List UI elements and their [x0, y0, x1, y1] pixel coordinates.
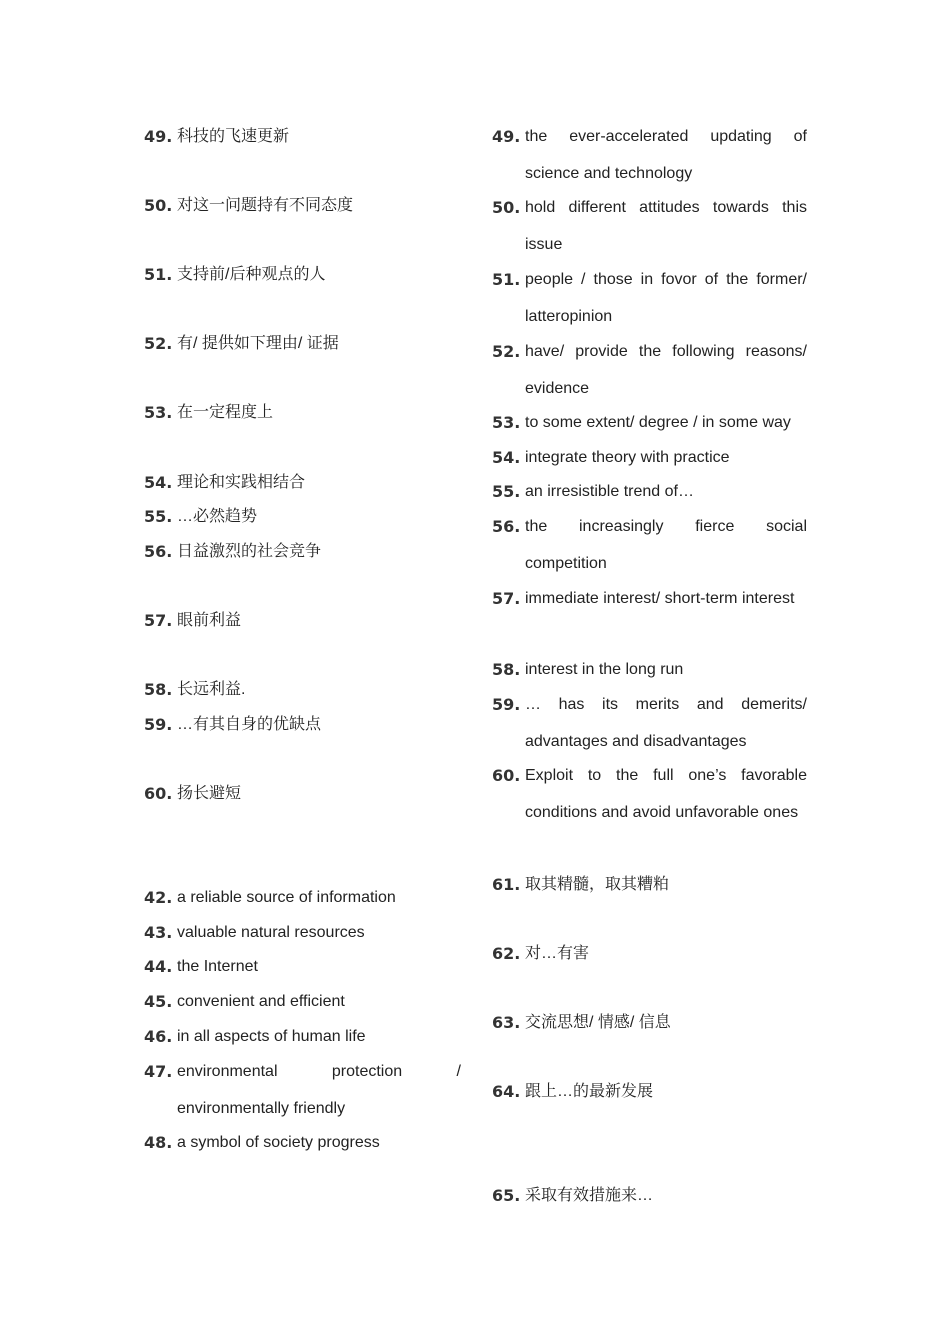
- right-entry-59: [492, 686, 807, 760]
- entry-number: 63.: [492, 1013, 521, 1032]
- entry-number: 51.: [492, 270, 521, 289]
- entry-text: 长远利益.: [177, 681, 246, 698]
- left-entry-57: [144, 602, 464, 639]
- entry-number: 46.: [144, 1027, 173, 1046]
- left-entry-58: [144, 671, 464, 708]
- entry-number: 56.: [492, 517, 521, 536]
- right-entry-62: [492, 935, 822, 972]
- entry-text: 科技的飞速更新: [177, 128, 290, 145]
- entry-text: a symbol of society progress: [177, 1134, 380, 1151]
- entry-number: 59.: [144, 715, 173, 734]
- entry-number: 57.: [144, 611, 173, 630]
- entry-text: 在一定程度上: [177, 404, 274, 421]
- entry-number: 53.: [492, 413, 521, 432]
- entry-number: 47.: [144, 1062, 173, 1081]
- entry-text: people / those in fovor of the former/ latteropinion: [525, 271, 807, 325]
- entry-text: convenient and efficient: [177, 993, 345, 1010]
- entry-text: integrate theory with practice: [525, 449, 730, 466]
- entry-text: the increasingly fierce social competition: [525, 518, 807, 572]
- entry-text: 跟上…的最新发展: [525, 1083, 654, 1100]
- entry-number: 51.: [144, 265, 173, 284]
- entry-number: 60.: [144, 784, 173, 803]
- right-entry-65: [492, 1177, 822, 1214]
- entry-number: 49.: [144, 127, 173, 146]
- entry-number: 49.: [492, 127, 521, 146]
- entry-number: 65.: [492, 1186, 521, 1205]
- entry-number: 58.: [492, 660, 521, 679]
- entry-text: valuable natural resources: [177, 924, 365, 941]
- left-entry-43: [144, 914, 464, 951]
- left-entry-49: [144, 118, 464, 155]
- left-entry-44: [144, 948, 464, 985]
- right-entry-49: [492, 118, 807, 192]
- entry-number: 44.: [144, 957, 173, 976]
- entry-number: 45.: [144, 992, 173, 1011]
- entry-text: 取其精髓，取其糟粕: [525, 876, 670, 893]
- entry-text: environmental protection / environmentally friendly: [177, 1063, 461, 1117]
- right-entry-61: [492, 866, 822, 903]
- left-entry-50: [144, 187, 464, 224]
- entry-text: Exploit to the full one’s favorable conditions and avoid unfavorable ones: [525, 767, 807, 821]
- left-entry-51: [144, 256, 464, 293]
- right-entry-51: [492, 261, 807, 335]
- right-entry-55: [492, 473, 822, 510]
- entry-text: 采取有效措施来…: [525, 1187, 654, 1204]
- right-entry-63: [492, 1004, 822, 1041]
- left-entry-45: [144, 983, 464, 1020]
- right-entry-64: [492, 1073, 822, 1110]
- right-entry-58: [492, 651, 822, 688]
- left-entry-53: [144, 394, 464, 431]
- left-entry-54: [144, 464, 464, 501]
- right-entry-54: [492, 439, 822, 476]
- entry-number: 62.: [492, 944, 521, 963]
- entry-text: the Internet: [177, 958, 258, 975]
- entry-number: 59.: [492, 695, 521, 714]
- entry-number: 52.: [144, 334, 173, 353]
- entry-number: 64.: [492, 1082, 521, 1101]
- entry-number: 50.: [144, 196, 173, 215]
- entry-text: a reliable source of information: [177, 889, 396, 906]
- entry-number: 55.: [492, 482, 521, 501]
- left-entry-52: [144, 325, 464, 362]
- entry-number: 56.: [144, 542, 173, 561]
- entry-text: 眼前利益: [177, 612, 242, 629]
- entry-text: …必然趋势: [177, 508, 258, 525]
- entry-number: 58.: [144, 680, 173, 699]
- entry-text: the ever-accelerated updating of science and technology: [525, 128, 807, 182]
- entry-number: 61.: [492, 875, 521, 894]
- entry-number: 42.: [144, 888, 173, 907]
- left-entry-48: [144, 1124, 464, 1161]
- entry-text: to some extent/ degree / in some way: [525, 414, 791, 431]
- left-entry-42: [144, 879, 464, 916]
- right-entry-53: [492, 404, 822, 441]
- entry-number: 54.: [144, 473, 173, 492]
- right-entry-50: [492, 189, 807, 263]
- entry-text: 对这一问题持有不同态度: [177, 197, 354, 214]
- entry-number: 54.: [492, 448, 521, 467]
- entry-number: 60.: [492, 766, 521, 785]
- right-entry-56: [492, 508, 807, 582]
- entry-text: 对…有害: [525, 945, 590, 962]
- left-entry-47: [144, 1053, 461, 1127]
- left-entry-55: [144, 498, 464, 535]
- entry-text: 交流思想/ 情感/ 信息: [525, 1014, 671, 1031]
- entry-number: 55.: [144, 507, 173, 526]
- entry-text: 扬长避短: [177, 785, 242, 802]
- entry-text: 日益激烈的社会竞争: [177, 543, 322, 560]
- entry-text: in all aspects of human life: [177, 1028, 366, 1045]
- entry-text: …有其自身的优缺点: [177, 716, 322, 733]
- entry-number: 53.: [144, 403, 173, 422]
- entry-text: 理论和实践相结合: [177, 474, 306, 491]
- entry-number: 48.: [144, 1133, 173, 1152]
- entry-number: 52.: [492, 342, 521, 361]
- entry-text: 支持前/后种观点的人: [177, 266, 326, 283]
- left-entry-60: [144, 775, 464, 812]
- entry-text: an irresistible trend of…: [525, 483, 694, 500]
- right-entry-52: [492, 333, 807, 407]
- entry-text: interest in the long run: [525, 661, 684, 678]
- left-entry-46: [144, 1018, 464, 1055]
- entry-text: have/ provide the following reasons/ evidence: [525, 343, 807, 397]
- right-entry-57: [492, 580, 807, 617]
- entry-number: 57.: [492, 589, 521, 608]
- entry-text: hold different attitudes towards this issue: [525, 199, 807, 253]
- entry-text: … has its merits and demerits/ advantages and disadvantages: [525, 696, 807, 750]
- right-entry-60: [492, 757, 807, 831]
- left-entry-59: [144, 706, 464, 743]
- entry-number: 43.: [144, 923, 173, 942]
- entry-number: 50.: [492, 198, 521, 217]
- entry-text: 有/ 提供如下理由/ 证据: [177, 335, 339, 352]
- entry-text: immediate interest/ short-term interest: [525, 590, 795, 607]
- left-entry-56: [144, 533, 464, 570]
